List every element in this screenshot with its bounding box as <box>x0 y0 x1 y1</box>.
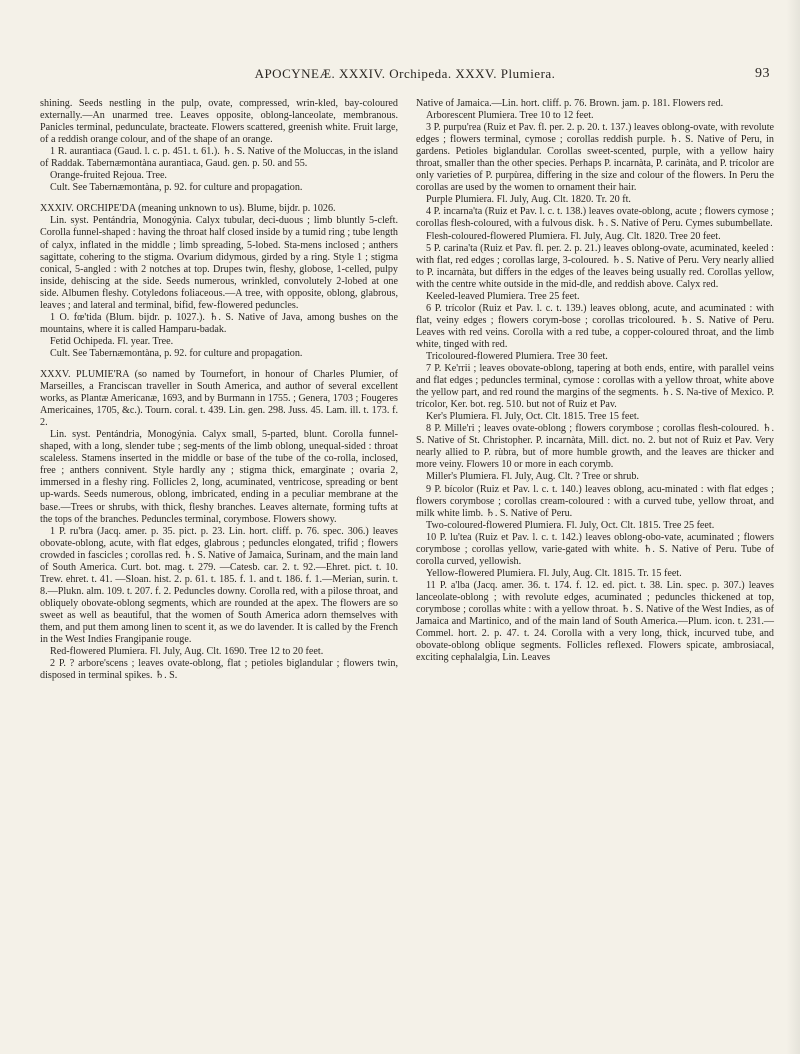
page-number: 93 <box>755 66 770 81</box>
paragraph: 6 P. trícolor (Ruiz et Pav. l. c. t. 139.) leaves oblong, acute, and acuminated : with flat, veiny edges ; flowers corym-bose ; corollas tricoloured. ♄. S. Native of Peru. Leaves with red veins. Corolla with a red tube, a copper-coloured throat, and the limb white, tinged with red. <box>416 302 774 350</box>
genus-heading: XXXIV. ORCHIPE'DA (meaning unknown to us). Blume, bijdr. p. 1026. <box>40 203 336 215</box>
paragraph: 11 P. a'lba (Jacq. amer. 36. t. 174. f. 12. ed. pict. t. 38. Lin. spec. p. 307.) leaves lanceolate-oblong ; with revolute edges, acuminated ; peduncles thickened at top, corymbose ; corollas white : with a yellow throat. ♄. S. Native of the West Indies, as of Jamaica and Martinico, and of the main land of South America.—Plum. icon. t. 231.—Commel. hort. 2. p. 47. t. 24. Corolla with a very long, thick, incurved tube, and obovate-oblong oblique segments. Follicles reflexed. Flowers spicate, ambrosiacal, exciting cephalalgia, Lin. Leaves <box>416 579 774 664</box>
paragraph: Flesh-coloured-flowered Plumiera. Fl. July, Aug. Clt. 1820. Tree 20 feet. <box>426 230 721 242</box>
paragraph: 9 P. bícolor (Ruiz et Pav. l. c. t. 140.) leaves oblong, acu-minated : with flat edges ; flowers corymbose ; corollas cream-coloured : with a curved tube, yellow throat, and milk white limb. ♄. S. Native of Peru. <box>416 483 774 519</box>
paragraph: Fetid Ochipeda. Fl. year. Tree. <box>50 335 174 347</box>
genus-heading: XXXV. PLUMIE'RA (so named by Tournefort, in honour of Charles Plumier, of Marseilles, a Franciscan traveller in South America, and author of several excellent works, as Plantæ Americanæ, 1693, and by Burmann in 1755. ; Genera, 1703 ; Fougeres Americaines, 1705, &c.). Tourn. coral. t. 439. Lin. gen. 298. Juss. 45. Lam. ill. t. 173. f. 2. <box>40 368 398 429</box>
paragraph: 1 O. fœ'tida (Blum. bijdr. p. 1027.). ♄. S. Native of Java, among bushes on the mountains, where it is called Hamparu-badak. <box>40 311 398 335</box>
paragraph: 10 P. lu'tea (Ruiz et Pav. l. c. t. 142.) leaves oblong-obo-vate, acuminated ; flowers corymbose ; corollas yellow, varie-gated with white. ♄. S. Native of Peru. Tube of corolla curved, yellowish. <box>416 531 774 567</box>
paragraph: Native of Jamaica.—Lin. hort. cliff. p. 76. Brown. jam. p. 181. Flowers red. <box>416 98 724 109</box>
paragraph: Miller's Plumiera. Fl. July, Aug. Clt. ? Tree or shrub. <box>426 471 639 483</box>
paragraph: 8 P. Mille'ri ; leaves ovate-oblong ; flowers corymbose ; corollas flesh-coloured. ♄. S. Native of St. Christopher. P. incarnàta, Mill. dict. no. 2. but not of Ruiz et Pav. Very nearly allied to P. rùbra, but of more humble growth, and the leaves are thicker and more veiny. Flowers 10 or more in each corymb. <box>416 423 774 471</box>
paragraph: Orange-fruited Rejoua. Tree. <box>50 170 167 182</box>
page-edge-shadow <box>786 0 800 1054</box>
paragraph: Lin. syst. Pentándria, Monogýnia. Calyx tubular, deci-duous ; limb bluntly 5-cleft. Corolla funnel-shaped : having the throat half closed inside by a tumid ring ; tube length of calyx, inflated in the middle ; limb spreading, 5-lobed. Sta-mens inclosed ; anthers sagittate, cohering to the stigma. Ovarium didymous, girded by a ring. Style 1 ; stigma conical, 5-angled : with 2 notches at top. Drupes twin, fleshy, globose, 1-celled, pulpy inside, dehiscing at the side. Seeds numerous, wrinkled, convolutely 2-lobed at one side. Albumen fleshy. Cotyledons foliaceous.—A tree, with opposite, oblong, glabrous, leaves ; and lateral and terminal, bifid, few-flowered peduncles. <box>40 215 398 311</box>
paragraph: 3 P. purpu'rea (Ruiz et Pav. fl. per. 2. p. 20. t. 137.) leaves oblong-ovate, with revolute edges ; flowers terminal, cymose ; corollas reddish purple. ♄. S. Native of Peru, in gardens. Petioles biglandular. Corollas sweet-scented, purple, with a yellow hairy throat, smaller than the other species. Perhaps P. incarnàta, P. carinàta, and P. trícolor are only varieties of P. purpùrea, differing in the size and colour of the flowers. In Peru the corollas are used by the women to ornament their hair. <box>416 122 774 194</box>
paragraph: Red-flowered Plumiera. Fl. July, Aug. Clt. 1690. Tree 12 to 20 feet. <box>50 646 324 658</box>
paragraph: Yellow-flowered Plumiera. Fl. July, Aug. Clt. 1815. Tr. 15 feet. <box>426 567 682 579</box>
paragraph: 5 P. carina'ta (Ruiz et Pav. fl. per. 2. p. 21.) leaves oblong-ovate, acuminated, keeled : with flat, red edges ; corollas large, 3-coloured. ♄. S. Native of Peru. Very nearly allied to P. incarnàta, but differs in the edges of the leaves being usually red. Corollas yellow, with the centre white outside in the mid-dle, and reddish above. Calyx red. <box>416 242 774 290</box>
paragraph: Tricoloured-flowered Plumiera. Tree 30 feet. <box>426 350 608 362</box>
paragraph: 4 P. incarna'ta (Ruiz et Pav. l. c. t. 138.) leaves ovate-oblong, acute ; flowers cymose ; corollas flesh-coloured, with a fulvous disk. ♄. S. Native of Peru. Cymes subumbellate. <box>416 206 774 230</box>
paragraph: Lin. syst. Pentándria, Monogýnia. Calyx small, 5-parted, blunt. Corolla funnel-shaped, with a long, slender tube ; seg-ments of the limb oblong, unequal-sided : throat scaleless. Stamens inserted in the middle or base of the tube of the co-rolla, inclosed, free ; anthers connivent. Style hardly any ; stigma thick, emarginate ; ovaria 2, immersed in a fleshy ring. Follicles 2, long, acuminated, ventricose, spreading or bent up-wards. Seeds numerous, oblong, imbricated, ending in a peculiar membrane at the base.—Trees or shrubs, with thick, fleshy branches. Leaves alternate, forming tufts at the tops of the branches. Peduncles terminal, corymbose. Flowers showy. <box>40 429 398 525</box>
paragraph: Arborescent Plumiera. Tree 10 to 12 feet. <box>426 110 594 122</box>
paragraph: 1 P. ru'bra (Jacq. amer. p. 35. pict. p. 23. Lin. hort. cliff. p. 76. spec. 306.) leaves obovate-oblong, acute, with flat edges, glabrous ; peduncles elongated, trifid ; flowers crowded in fascicles ; corollas red. ♄. S. Native of Jamaica, Surinam, and the main land of South America. Curt. bot. mag. t. 279. —Catesb. car. 2. t. 92.—Ehret. pict. t. 10. Trew. ehret. t. 41. —Sloan. hist. 2. p. 61. t. 185. f. 1. and t. 186. f. 1.—Merian, surin. t. 8.—Plukn. alm. 109. t. 207. f. 2. Peduncles downy. Corolla red, with a pilose throat, and obliquely obovate-oblong segments, which are rounded at the apex. The flowers are so sweet as well as beautiful, that the women of South America adorn themselves with them, and put them among linen to scent it, as we do lavender. It is called by the French in the West Indies Frangipanie rouge. <box>40 525 398 646</box>
paragraph: Cult. See Tabernæmontàna, p. 92. for culture and propagation. <box>50 347 303 359</box>
paragraph: Keeled-leaved Plumiera. Tree 25 feet. <box>426 290 580 302</box>
paragraph: Cult. See Tabernæmontàna, p. 92. for culture and propagation. <box>50 182 303 194</box>
left-column <box>40 98 398 682</box>
right-column <box>416 98 774 664</box>
paragraph: 7 P. Ke'rrii ; leaves obovate-oblong, tapering at both ends, entire, with parallel veins and flat edges ; peduncles terminal, cymose : corollas with a yellow throat, white above the yellow part, and red round the margins of the segments. ♄. S. Na-tive of Mexico. P. trícolor, Ker. bot. reg. 510. but not of Ruiz et Pav. <box>416 363 774 411</box>
paragraph: shining. Seeds nestling in the pulp, ovate, compressed, wrin-kled, bay-coloured externally.—An unarmed tree. Leaves opposite, oblong-lanceolate, membranous. Panicles terminal, pedunculate, bracteate. Flowers scattered, greenish white. Fruit large, of a reddish orange colour, and of the shape of an orange. <box>40 98 398 146</box>
paragraph: 2 P. ? arbore'scens ; leaves ovate-oblong, flat ; petioles biglandular ; flowers twin, disposed in terminal spikes. ♄. S. <box>40 658 398 682</box>
paragraph: Two-coloured-flowered Plumiera. Fl. July, Oct. Clt. 1815. Tree 25 feet. <box>426 519 715 531</box>
paragraph: 1 R. aurantìaca (Gaud. l. c. p. 451. t. 61.). ♄. S. Native of the Moluccas, in the island of Raddak. Tabernæmontàna aurantìaca, Gaud. gen. p. 50. and 55. <box>40 146 398 170</box>
paragraph: Ker's Plumiera. Fl. July, Oct. Clt. 1815. Tree 15 feet. <box>426 411 640 423</box>
paragraph: Purple Plumiera. Fl. July, Aug. Clt. 1820. Tr. 20 ft. <box>426 194 631 206</box>
running-head: APOCYNEÆ. XXXIV. Orchipeda. XXXV. Plumiera. <box>254 66 556 81</box>
